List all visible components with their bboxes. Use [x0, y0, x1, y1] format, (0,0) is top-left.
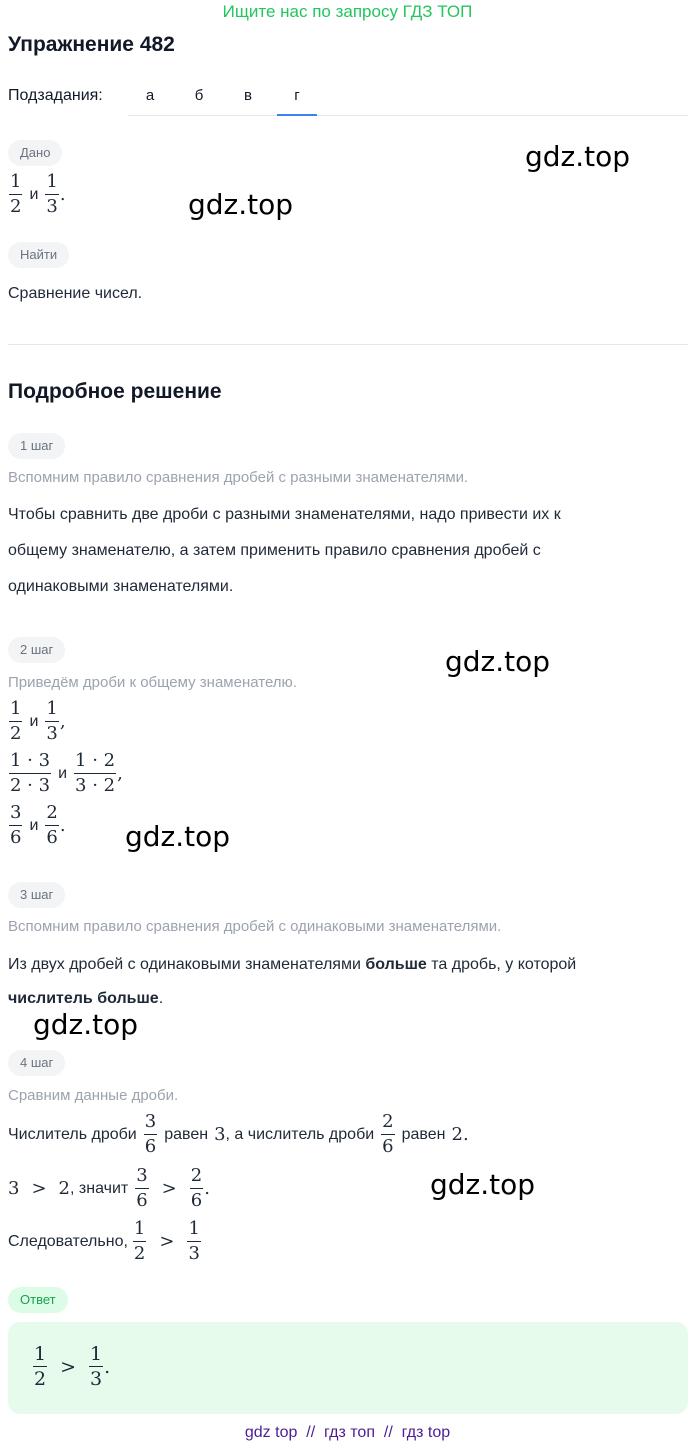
watermark: gdz.top [33, 1008, 139, 1041]
watermark: gdz.top [445, 645, 551, 678]
fraction: $\frac{1}{2}$ [10, 698, 22, 744]
text: Следовательно, [8, 1232, 128, 1250]
step2-chip: 2 шаг [8, 637, 65, 663]
value: 3 [214, 1124, 226, 1145]
punct: . [104, 1355, 111, 1378]
punct: , [59, 711, 66, 732]
operator: > [31, 1178, 47, 1199]
fraction: $\frac{3}{6}$ [10, 802, 22, 848]
text: равен [401, 1125, 446, 1143]
answer-chip: Ответ [8, 1287, 68, 1313]
value: 2 [58, 1178, 70, 1199]
punct: . [59, 815, 66, 836]
step2-row1 [8, 699, 66, 744]
operator: > [161, 1178, 177, 1199]
conjunction: и [58, 764, 68, 782]
text: равен [164, 1125, 209, 1143]
tab-b[interactable]: б [194, 87, 204, 104]
text: Числитель дроби [8, 1125, 137, 1143]
conjunction: и [29, 185, 39, 203]
watermark: gdz.top [188, 188, 294, 221]
answer-expression [32, 1344, 110, 1389]
punct: . [204, 1178, 210, 1199]
fraction: $\frac{2}{6}$ [46, 802, 58, 848]
subtasks-tabs [128, 78, 688, 116]
promo-banner[interactable]: Ищите нас по запросу ГДЗ ТОП [222, 2, 473, 21]
solution-heading: Подробное решение [8, 380, 222, 403]
step1-line2: общему знаменателю, а затем применить правило сравнения дробей с [8, 542, 541, 559]
fraction: $\frac{1}{2}$ [34, 1343, 47, 1390]
value: 2 [451, 1124, 463, 1145]
step4-hint: Сравним данные дроби. [8, 1087, 179, 1104]
step1-hint: Вспомним правило сравнения дробей с разными знаменателями. [8, 469, 469, 486]
watermark: gdz.top [430, 1168, 536, 1201]
punct: . [462, 1124, 469, 1145]
fraction: $\frac{1}{2}$ [133, 1218, 146, 1264]
step2-row3 [8, 803, 66, 848]
fraction: $\frac{1 \cdot 2}{3 \cdot 2}$ [75, 750, 116, 796]
step3-chip: 3 шаг [8, 882, 65, 908]
fraction: $\frac{1}{3}$ [46, 171, 58, 217]
punct: , [117, 763, 123, 784]
find-text: Сравнение чисел. [8, 285, 143, 302]
given-chip: Дано [8, 140, 62, 166]
fraction: $\frac{1}{3}$ [46, 698, 58, 744]
fraction: $\frac{3}{6}$ [136, 1165, 148, 1211]
conjunction: и [29, 712, 39, 730]
value: 3 [8, 1178, 20, 1199]
fraction: $\frac{1}{2}$ [10, 171, 22, 217]
watermark: gdz.top [125, 820, 231, 853]
step3-line1: Из двух дробей с одинаковыми знаменателями больше та дробь, у которой [8, 956, 577, 973]
step2-hint: Приведём дроби к общему знаменателю. [8, 674, 297, 691]
find-chip: Найти [8, 242, 69, 268]
step3-hint: Вспомним правило сравнения дробей с одинаковыми знаменателями. [8, 918, 502, 935]
step1-line1: Чтобы сравнить две дроби с разными знаменателями, надо привести их к [8, 506, 561, 523]
fraction: $\frac{2}{6}$ [382, 1111, 394, 1157]
step3-line2: числитель больше. [8, 990, 164, 1007]
step1-chip: 1 шаг [8, 433, 65, 459]
operator: > [60, 1355, 77, 1378]
tab-a[interactable]: а [145, 87, 155, 104]
page-title: Упражнение 482 [8, 33, 175, 56]
text: , значит [70, 1179, 129, 1197]
text: , а числитель дроби [225, 1125, 375, 1143]
step4-chip: 4 шаг [8, 1050, 65, 1076]
watermark: gdz.top [525, 140, 631, 173]
divider [8, 344, 688, 345]
step2-row2 [8, 751, 123, 796]
step1-line3: одинаковыми знаменателями. [8, 578, 234, 595]
step4-line1 [8, 1112, 469, 1157]
tab-g[interactable]: г [277, 78, 317, 116]
tab-v[interactable]: в [244, 87, 252, 104]
operator: > [159, 1231, 175, 1252]
fraction: $\frac{1 \cdot 3}{2 \cdot 3}$ [10, 750, 51, 796]
step4-line3 [8, 1219, 202, 1264]
punct: . [59, 184, 66, 205]
subtasks-label: Подзадания: [8, 87, 103, 104]
conjunction: и [29, 816, 39, 834]
fraction: $\frac{1}{3}$ [188, 1218, 200, 1264]
step4-line2 [8, 1166, 210, 1211]
fraction: $\frac{1}{3}$ [90, 1343, 103, 1390]
footer-links[interactable]: gdz top // гдз топ // гдз top [244, 1424, 451, 1441]
fraction: $\frac{3}{6}$ [144, 1111, 157, 1157]
given-fractions [8, 172, 66, 217]
fraction: $\frac{2}{6}$ [190, 1165, 203, 1211]
